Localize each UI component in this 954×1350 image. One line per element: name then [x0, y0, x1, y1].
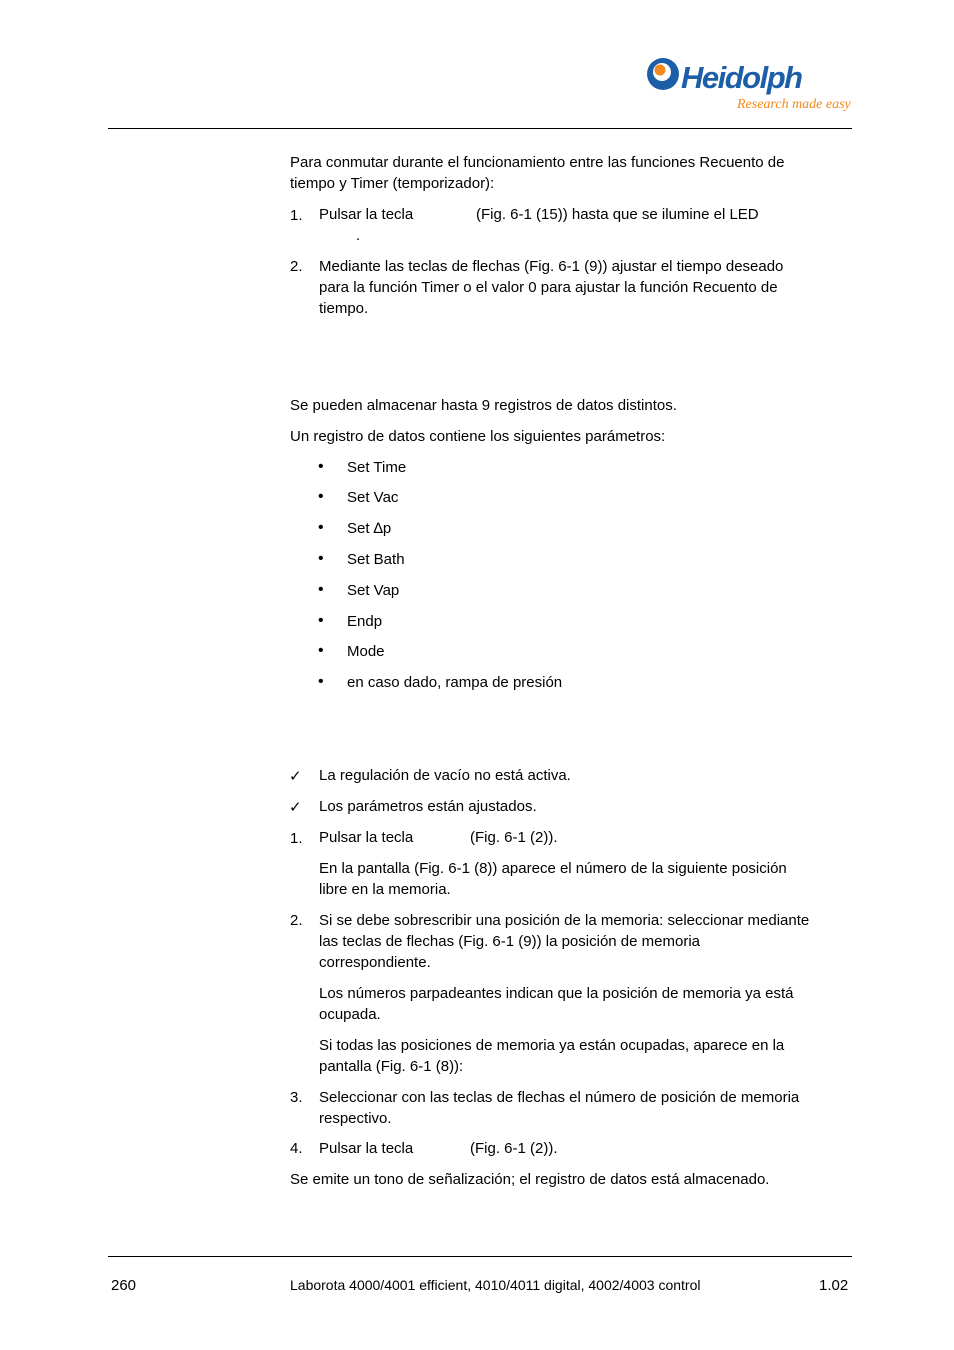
section2-params-intro: Un registro de datos contiene los siguientes parámetros: [290, 428, 666, 445]
section1-step-1-number: 1. [290, 207, 303, 224]
section1-intro-line-2: tiempo y Timer (temporizador): [290, 175, 495, 192]
section3-step-4-number: 4. [290, 1140, 303, 1157]
svg-text:Research made easy: Research made easy [737, 97, 851, 112]
section3-step-1-note-line-1: En la pantalla (Fig. 6-1 (8)) aparece el número de la siguiente posición [319, 860, 787, 877]
param-item: Set Time [347, 459, 407, 476]
section3-step-1-text-b: (Fig. 6-1 (2)). [470, 829, 558, 846]
bullet-icon: • [318, 612, 324, 629]
section3-step-3-line-2: respectivo. [319, 1110, 392, 1127]
section3-step-2-note-1-line-2: ocupada. [319, 1006, 381, 1023]
section1-step-1-text-a: Pulsar la tecla [319, 206, 414, 223]
section1-step-1-text-c: . [356, 227, 361, 244]
bullet-icon: • [318, 458, 324, 475]
section3-step-1-text-a: Pulsar la tecla [319, 829, 414, 846]
param-item: Set Bath [347, 551, 405, 568]
section1-step-2-line-2: para la función Timer o el valor 0 para ajustar la función Recuento de [319, 279, 778, 296]
param-item: Set Vac [347, 489, 399, 506]
section1-intro-line-1: Para conmutar durante el funcionamiento entre las funciones Recuento de [290, 154, 785, 171]
param-item: Endp [347, 613, 383, 630]
svg-text:Heidolph: Heidolph [681, 60, 802, 95]
checkmark-icon: ✓ [289, 768, 302, 785]
page-number: 260 [111, 1277, 137, 1294]
bullet-icon: • [318, 581, 324, 598]
prereq-1: La regulación de vacío no está activa. [319, 767, 571, 784]
bullet-icon: • [318, 642, 324, 659]
section1-step-1-text-b: (Fig. 6-1 (15)) hasta que se ilumine el LED [476, 206, 759, 223]
section3-step-4-text-a: Pulsar la tecla [319, 1140, 414, 1157]
footer-version: 1.02 [819, 1277, 849, 1294]
param-item: Mode [347, 643, 385, 660]
bullet-icon: • [318, 488, 324, 505]
param-item: en caso dado, rampa de presión [347, 674, 563, 691]
section3-step-2-line-3: correspondiente. [319, 954, 431, 971]
header-rule [108, 128, 852, 129]
section1-step-2-line-1: Mediante las teclas de flechas (Fig. 6-1 (9)) ajustar el tiempo deseado [319, 258, 784, 275]
section3-step-2-note-1-line-1: Los números parpadeantes indican que la posición de memoria ya está [319, 985, 794, 1002]
checkmark-icon: ✓ [289, 799, 302, 816]
section3-step-2-note-2-line-1: Si todas las posiciones de memoria ya están ocupadas, aparece en la [319, 1037, 785, 1054]
section3-step-4-text-b: (Fig. 6-1 (2)). [470, 1140, 558, 1157]
param-item: Set Vap [347, 582, 400, 599]
section3-step-2-line-1: Si se debe sobrescribir una posición de la memoria: seleccionar mediante [319, 912, 810, 929]
bullet-icon: • [318, 550, 324, 567]
footer-rule [108, 1256, 852, 1257]
section1-step-2-line-3: tiempo. [319, 300, 369, 317]
section3-result: Se emite un tono de señalización; el registro de datos está almacenado. [290, 1171, 770, 1188]
prereq-2: Los parámetros están ajustados. [319, 798, 537, 815]
section3-step-3-number: 3. [290, 1089, 303, 1106]
footer-title: Laborota 4000/4001 efficient, 4010/4011 digital, 4002/4003 control [290, 1277, 701, 1293]
section1-step-2-number: 2. [290, 258, 303, 275]
section3-step-3-line-1: Seleccionar con las teclas de flechas el número de posición de memoria [319, 1089, 800, 1106]
section3-step-1-number: 1. [290, 830, 303, 847]
section3-step-2-note-2-line-2: pantalla (Fig. 6-1 (8)): [319, 1058, 464, 1075]
section3-step-2-number: 2. [290, 912, 303, 929]
section3-step-2-line-2: las teclas de flechas (Fig. 6-1 (9)) la posición de memoria [319, 933, 700, 950]
bullet-icon: • [318, 673, 324, 690]
section2-intro: Se pueden almacenar hasta 9 registros de datos distintos. [290, 397, 677, 414]
section3-step-1-note-line-2: libre en la memoria. [319, 881, 451, 898]
heidolph-logo [645, 52, 857, 114]
bullet-icon: • [318, 519, 324, 536]
param-item: Set ∆p [347, 520, 392, 537]
